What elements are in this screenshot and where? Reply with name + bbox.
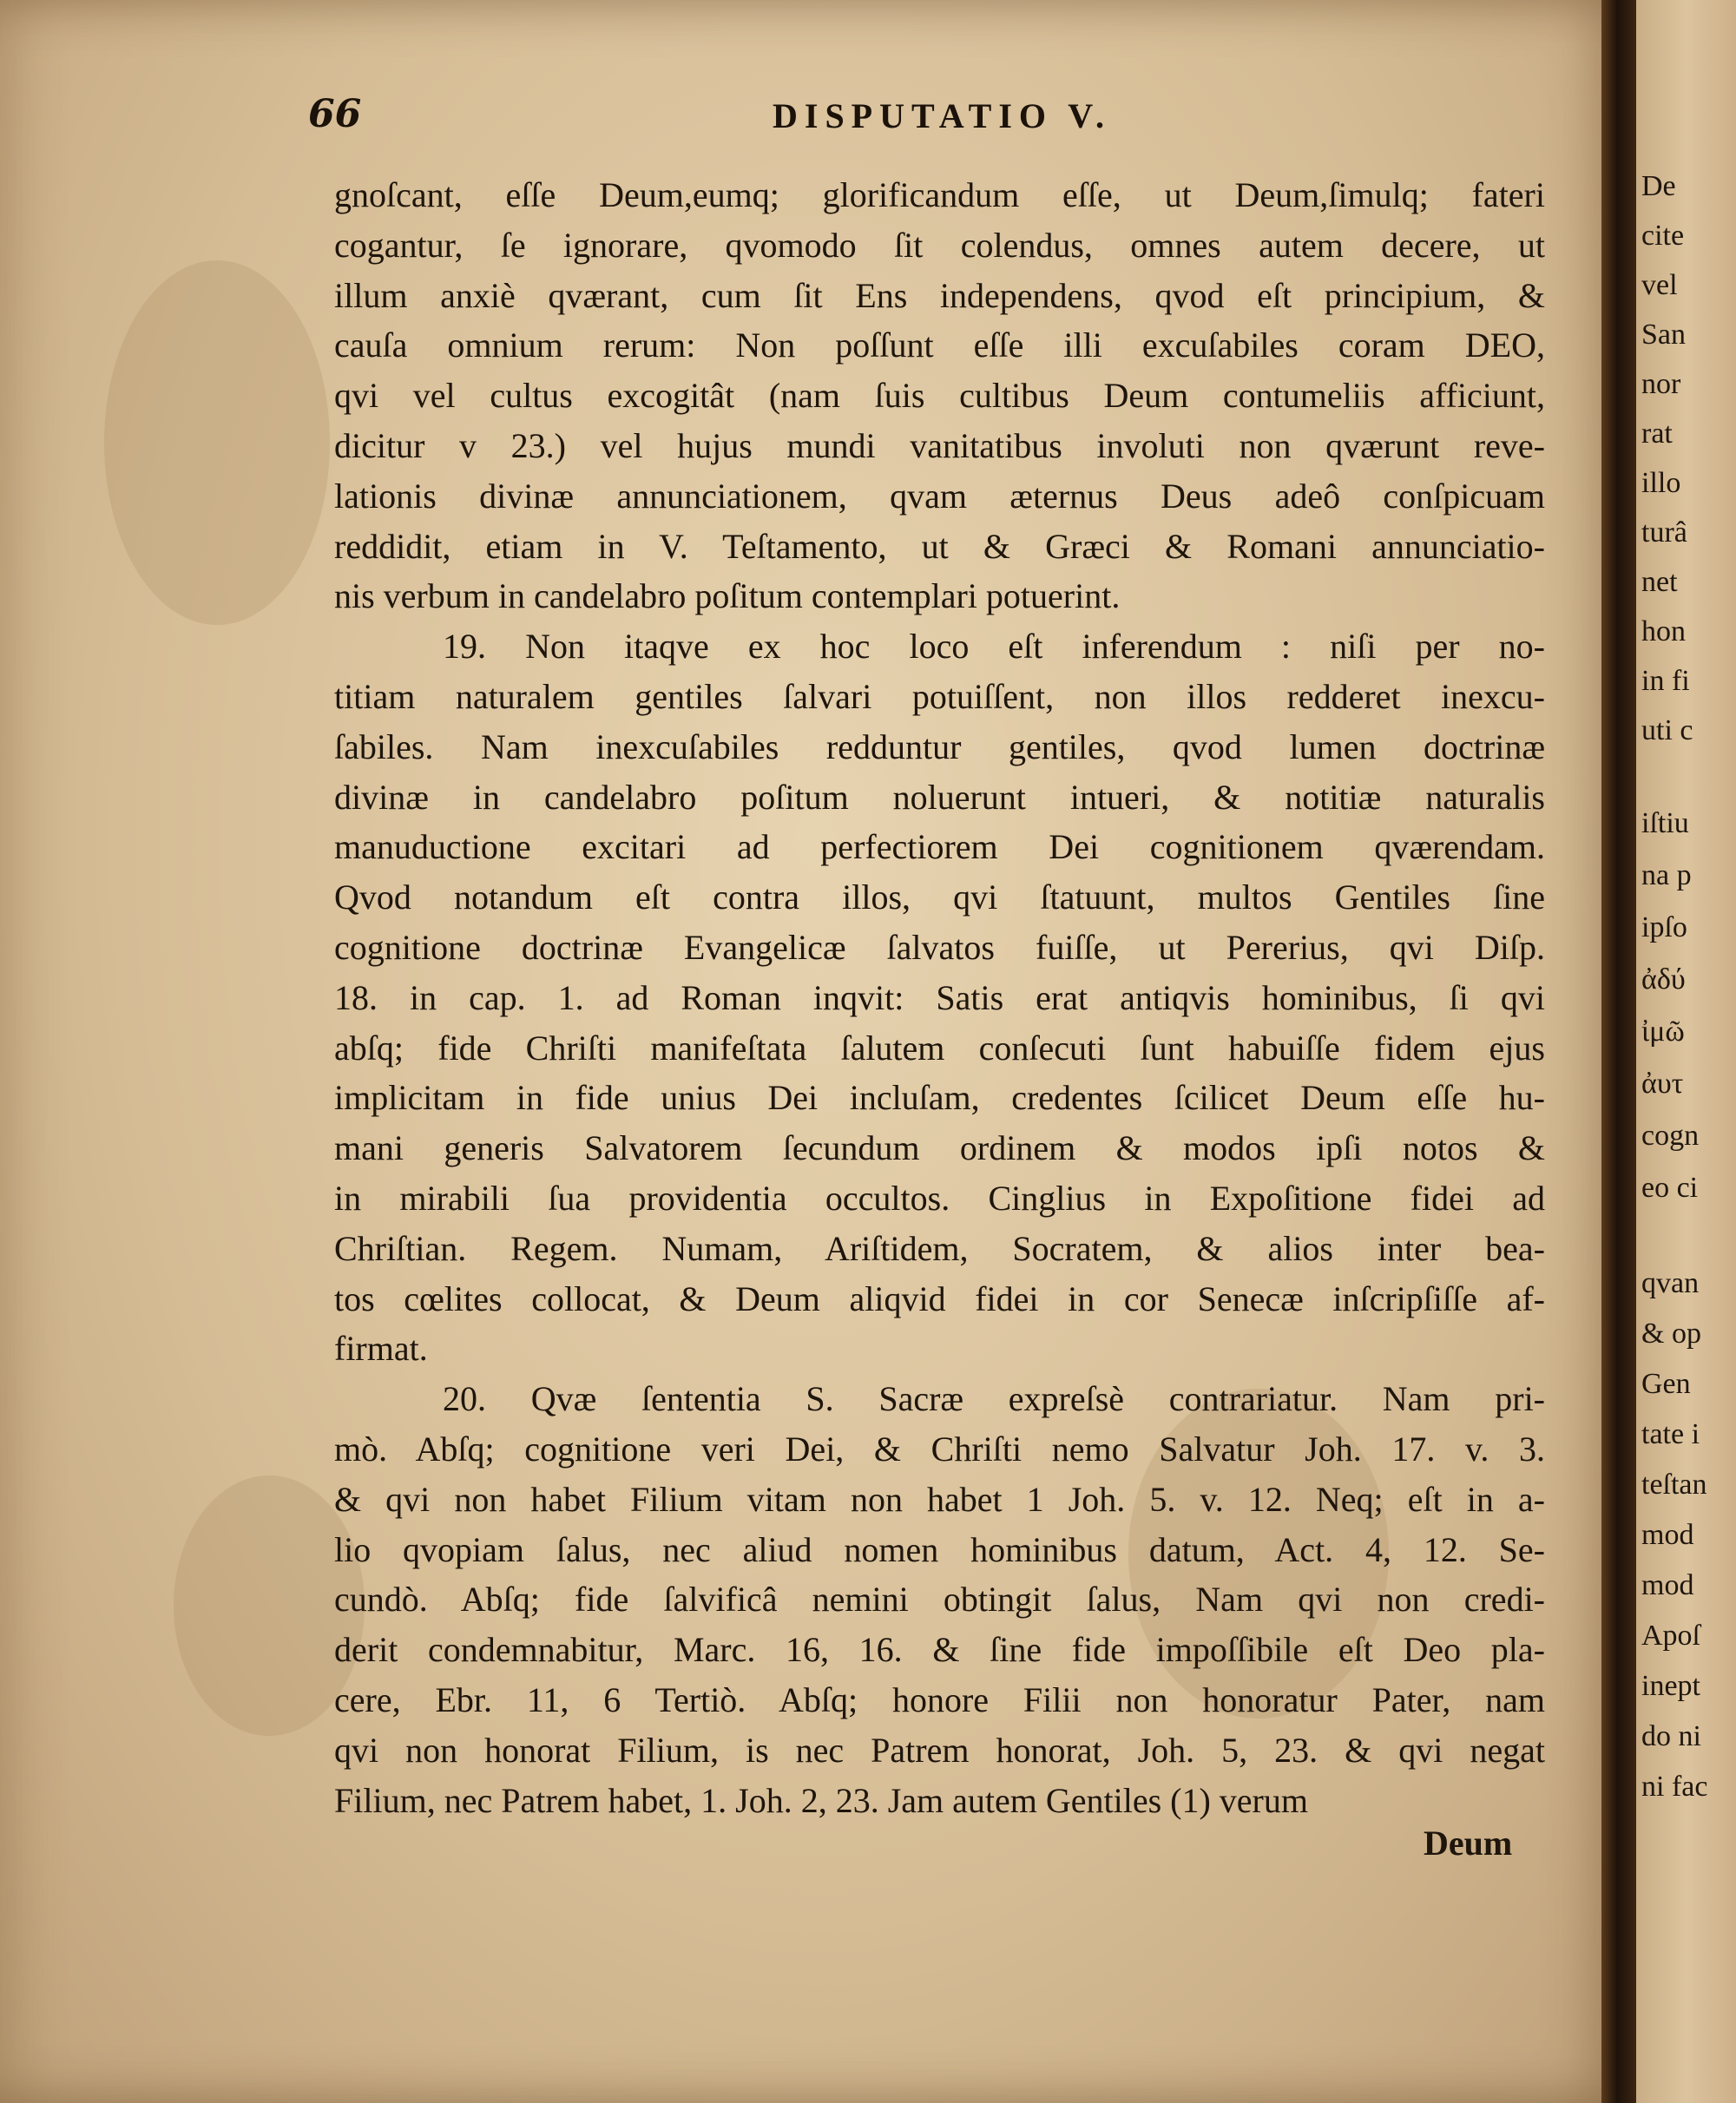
text-line: derit condemnabitur, Marc. 16, 16. & ſine fide impoſſibile eſt Deo pla- (334, 1630, 1545, 1670)
adjacent-page-fragment: rat (1641, 417, 1673, 450)
text-line: illum anxiè qværant, cum ſit Ens independens, qvod eſt principium, & (334, 275, 1545, 315)
page-header (308, 92, 1575, 144)
text-line: gnoſcant, eſſe Deum,eumq; glorificandum eſſe, ut Deum,ſimulq; fateri (334, 175, 1545, 214)
text-line: & qvi non habet Filium vitam non habet 1 Joh. 5. v. 12. Neq; eſt in a- (334, 1479, 1545, 1519)
text-line: dicitur v 23.) vel hujus mundi vanitatibus involuti non qværunt reve- (334, 425, 1545, 465)
adjacent-page-fragment: in fi (1641, 665, 1690, 697)
adjacent-page-fragment: mod (1641, 1569, 1694, 1601)
text-line: nis verbum in candelabro poſitum contemplari potuerint. (334, 576, 1121, 616)
text-line: Chriſtian. Regem. Numam, Ariſtidem, Socratem, & alios inter bea- (334, 1228, 1545, 1268)
adjacent-page-fragment: Apoſ (1641, 1620, 1700, 1652)
text-line: qvi non honorat Filium, is nec Patrem honorat, Joh. 5, 23. & qvi negat (334, 1730, 1545, 1770)
text-line: lio qvopiam ſalus, nec aliud nomen hominibus datum, Act. 4, 12. Se- (334, 1529, 1545, 1569)
adjacent-page-fragment: do ni (1641, 1720, 1701, 1752)
adjacent-page-fragment: vel (1641, 269, 1678, 301)
text-line: divinæ in candelabro poſitum noluerunt intueri, & notitiæ naturalis (334, 777, 1545, 817)
adjacent-page-fragment: Gen (1641, 1368, 1691, 1400)
text-line: 18. in cap. 1. ad Roman inqvit: Satis erat antiqvis hominibus, ſi qvi (334, 977, 1545, 1017)
text-line: cundò. Abſq; fide ſalvificâ nemini obtingit ſalus, Nam qvi non credi- (334, 1580, 1545, 1620)
text-line: cognitione doctrinæ Evangelicæ ſalvatos fuiſſe, ut Pererius, qvi Diſp. (334, 927, 1545, 967)
text-line: firmat. (334, 1329, 428, 1369)
page-number: 66 (308, 92, 362, 136)
adjacent-page-fragment: ἰμῶ (1641, 1015, 1685, 1048)
adjacent-page-fragment: ἀυτ (1641, 1068, 1684, 1100)
adjacent-page-fragment: San (1641, 319, 1686, 351)
adjacent-page-fragment: net (1641, 566, 1678, 598)
text-line: cogantur, ſe ignorare, qvomodo ſit colendus, omnes autem decere, ut (334, 225, 1545, 265)
text-line: reddidit, etiam in V. Teſtamento, ut & Græci & Romani annunciatio- (334, 526, 1545, 566)
text-line: lationis divinæ annunciationem, qvam æternus Deus adeô conſpicuam (334, 476, 1545, 516)
adjacent-page-fragment: cite (1641, 220, 1685, 252)
text-line: ſabiles. Nam inexcuſabiles redduntur gentiles, qvod lumen doctrinæ (334, 726, 1545, 766)
running-head: DISPUTATIO V. (772, 96, 1111, 135)
adjacent-page-fragment: qvan (1641, 1267, 1700, 1299)
text-line: Qvod notandum eſt contra illos, qvi ſtatuunt, multos Gentiles ſine (334, 877, 1545, 917)
text-line: manuductione excitari ad perfectiorem Dei cognitionem qværendam. (334, 827, 1545, 867)
adjacent-page-fragment: inept (1641, 1670, 1700, 1702)
paper-stain (104, 260, 330, 625)
adjacent-page-fragment: ἀδύ (1641, 963, 1686, 996)
adjacent-page-fragment: turâ (1641, 516, 1687, 549)
text-line: abſq; fide Chriſti manifeſtata ſalutem conſecuti ſunt habuiſſe fidem ejus (334, 1028, 1545, 1068)
adjacent-page-fragment: ni fac (1641, 1771, 1708, 1803)
adjacent-page-fragment: eo ci (1641, 1172, 1699, 1204)
text-line: implicitam in fide unius Dei incluſam, credentes ſcilicet Deum eſſe hu- (334, 1078, 1545, 1118)
book-gutter (1601, 0, 1636, 2103)
text-line: titiam naturalem gentiles ſalvari potuiſſent, non illos redderet inexcu- (334, 676, 1545, 716)
adjacent-page-fragment: nor (1641, 368, 1681, 400)
adjacent-page-fragment: & op (1641, 1318, 1701, 1350)
text-line: cauſa omnium rerum: Non poſſunt eſſe illi excuſabiles coram DEO, (334, 325, 1545, 365)
adjacent-page-fragment: cogn (1641, 1120, 1700, 1152)
text-line: in mirabili ſua providentia occultos. Cinglius in Expoſitione fidei ad (334, 1178, 1545, 1218)
text-line: Filium, nec Patrem habet, 1. Joh. 2, 23. Jam autem Gentiles (1) verum (334, 1780, 1308, 1820)
adjacent-page-fragment: De (1641, 170, 1676, 202)
adjacent-page-edge (1636, 0, 1736, 2103)
text-line: 20. Qvæ ſententia S. Sacræ expreſsè contrariatur. Nam pri- (443, 1379, 1545, 1419)
adjacent-page-fragment: hon (1641, 615, 1686, 647)
adjacent-page-fragment: na p (1641, 859, 1692, 891)
main-text (334, 170, 1545, 1825)
adjacent-page-fragment: iſtiu (1641, 807, 1689, 839)
text-line: 19. Non itaqve ex hoc loco eſt inferendum : niſi per no- (443, 627, 1545, 667)
adjacent-page-fragment: ipſo (1641, 911, 1687, 943)
adjacent-page-fragment: illo (1641, 467, 1681, 499)
text-line: tos cœlites collocat, & Deum aliqvid fidei in cor Senecæ inſcripſiſſe af- (334, 1278, 1545, 1318)
adjacent-page-fragment: tate i (1641, 1418, 1700, 1450)
adjacent-page-fragment: uti c (1641, 714, 1693, 746)
text-line: cere, Ebr. 11, 6 Tertiò. Abſq; honore Filii non honoratur Pater, nam (334, 1679, 1545, 1719)
catchword: Deum (1424, 1824, 1513, 1863)
text-line: qvi vel cultus excogitât (nam ſuis cultibus Deum contumeliis afficiunt, (334, 376, 1545, 416)
adjacent-page-fragment: mod (1641, 1519, 1694, 1551)
text-line: mò. Abſq; cognitione veri Dei, & Chriſti nemo Salvatur Joh. 17. v. 3. (334, 1429, 1545, 1469)
text-line: mani generis Salvatorem ſecundum ordinem & modos ipſi notos & (334, 1128, 1545, 1168)
adjacent-page-fragment: teſtan (1641, 1469, 1707, 1501)
